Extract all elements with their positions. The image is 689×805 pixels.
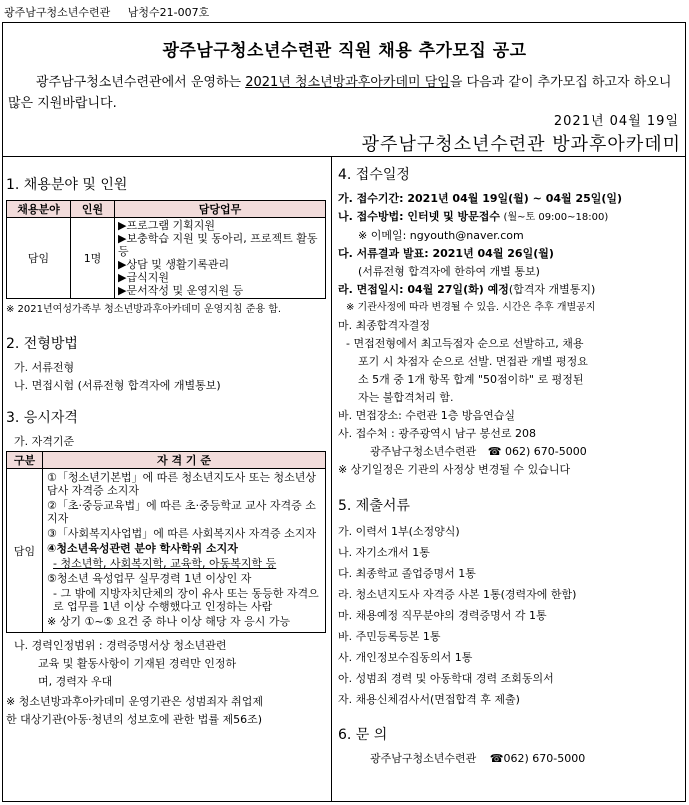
recruit-count: 1명 [71,218,115,299]
intro-paragraph: 광주남구청소년수련관에서 운영하는 2021년 청소년방과후아카데미 담임을 다음과 같이 추가모집 하고자 하오니 많은 지원바랍니다. [8,75,672,111]
section6-heading: 6. 문 의 [338,727,388,743]
receipt-contact: 광주남구청소년수련관 ☎ 062) 670-5000 [370,445,587,458]
intro-highlight: 2021년 청소년방과후아카데미 담임 [245,75,450,90]
qual-sub-b-line: 나. 경력인정범위 : 경력증명서상 청소년관련 [14,639,227,652]
page-title: 광주남구청소년수련관 직원 채용 추가모집 공고 [162,41,527,61]
notice-date: 2021년 04월 19일 [553,114,679,129]
section4-heading: 4. 접수일정 [338,167,410,183]
doc-result-note: (서류전형 합격자에 한하여 개별 통보) [358,265,540,278]
duty-item: ▶보충학습 지원 및 동아리, 프로젝트 활동 등 [118,232,318,258]
signature-org: 광주남구청소년수련관 방과후아카데미 [361,134,681,155]
selection-step: 나. 면접시험 (서류전형 합격자에 개별통보) [14,379,221,392]
doc-result: 다. 서류결과 발표: 2021년 04월 26일(월) [338,247,554,260]
document-item: 아. 성범죄 경력 및 아동학대 경력 조회동의서 [338,672,554,685]
document-item: 다. 최종학교 졸업증명서 1통 [338,567,476,580]
col-field: 채용분야 [7,201,71,218]
duty-item: ▶상담 및 생활기록관리 [118,258,230,271]
qual-item: ①「청소년기본법」에 따른 청소년지도사 또는 청소년상담사 자격증 소지자 [47,471,316,497]
document-item: 자. 채용신체검사서(면접합격 후 제출) [338,693,520,706]
col-category: 구분 [7,452,43,469]
document-item: 라. 청소년지도사 자격증 사본 1통(경력자에 한함) [338,588,577,601]
col-criteria: 자 격 기 준 [43,452,326,469]
qual-sub-b-line: 교육 및 활동사항이 기재된 경력만 인정하 [38,657,237,670]
section2-heading: 2. 전형방법 [6,336,78,352]
contact-line: 광주남구청소년수련관 ☎062) 670-5000 [370,752,586,765]
header-divider [2,156,686,157]
qual-item: - 그 밖에 지방자치단체의 장이 유사 또는 동등한 자격으로 업무를 1년 이상 수행했다고 인정하는 사람 [53,587,319,613]
section3-heading: 3. 응시자격 [6,410,78,426]
receipt-email: ※ 이메일: ngyouth@naver.com [358,229,524,242]
interview-date: 라. 면접일시: 04월 27일(화) 예정(합격자 개별통지) [338,283,596,296]
qual-sub-a: 가. 자격기준 [14,435,75,448]
right-column [338,164,682,768]
document-item: 가. 이력서 1부(소정양식) [338,525,460,538]
receipt-method: 나. 접수방법: 인터넷 및 방문접수 (월~토 09:00~18:00) [338,210,609,223]
issuer-name: 광주남구청소년수련관 [4,6,111,19]
qual-item: ④청소년육성관련 분야 학사학위 소지자 [47,542,238,555]
interview-remark: ※ 기관사정에 따라 변경될 수 있음. 시간은 추후 개별공지 [346,302,596,313]
col-count: 인원 [71,201,115,218]
qual-row-label: 담임 [7,469,43,633]
final-detail-line: 포기 시 차점자 순으로 선발. 면접관 개별 평정요 [358,355,588,368]
recruit-field: 담임 [7,218,71,299]
document-item: 바. 주민등록등본 1통 [338,630,441,643]
duty-item: ▶문서작성 및 운영지원 등 [118,284,244,297]
section5-heading: 5. 제출서류 [338,498,410,514]
qual-item: - 청소년학, 사회복지학, 교육학, 아동복지학 등 [53,557,277,570]
column-divider [331,156,332,802]
document-item: 나. 자기소개서 1통 [338,546,430,559]
final-detail-line: - 면접전형에서 최고득점자 순으로 선발하고, 채용 [346,337,584,350]
document-number: 남청수21-007호 [127,6,210,19]
qual-item: ③「사회복지사업법」에 따른 사회복지사 자격증 소지자 [47,527,316,540]
receipt-period: 가. 접수기간: 2021년 04월 19일(월) ~ 04월 25일(일) [338,192,623,205]
final-decision: 마. 최종합격자결정 [338,319,431,332]
recruit-table [6,200,326,299]
document-item: 마. 채용예정 직무분야의 경력증명서 각 1통 [338,609,547,622]
duty-item: ▶급식지원 [118,271,169,284]
col-duties: 담당업무 [115,201,326,218]
receipt-address: 사. 접수처 : 광주광역시 남구 봉선로 208 [338,427,536,440]
quals-cell [43,469,326,633]
final-detail-line: 소 5개 중 1개 항목 합계 "50점이하" 로 평정된 [358,373,584,386]
qual-sub-b-line: 며, 경력자 우대 [38,675,113,688]
qual-item: ②「초·중등교육법」에 따른 초·중등학교 교사 자격증 소지자 [47,499,316,525]
interview-venue: 바. 면접장소: 수련관 1층 방음연습실 [338,409,515,422]
document-number-line [4,4,209,20]
section1-heading: 1. 채용분야 및 인원 [6,177,128,193]
schedule-note: ※ 상기일정은 기관의 사정상 변경될 수 있습니다 [338,463,571,476]
selection-step: 가. 서류전형 [14,361,75,374]
final-detail-line: 자는 불합격처리 함. [358,391,454,404]
footnote-line: 한 대상기관(아동·청년의 성보호에 관한 법률 제56조) [6,713,263,726]
qual-item: ⑤청소년 육성업무 실무경력 1년 이상인 자 [47,572,252,585]
duty-item: ▶프로그램 기획지원 [118,219,215,232]
duties-cell [115,218,326,299]
qual-item: ※ 상기 ①~⑤ 요건 중 하나 이상 해당 자 응시 가능 [47,615,291,628]
section1-note: ※ 2021년여성가족부 청소년방과후아카데미 운영지침 준용 함. [6,304,282,315]
document-item: 사. 개인정보수집동의서 1통 [338,651,473,664]
footnote-line: ※ 청소년방과후아카데미 운영기관은 성범죄자 취업제 [6,695,263,708]
qualification-table [6,451,326,633]
left-column [6,164,326,729]
